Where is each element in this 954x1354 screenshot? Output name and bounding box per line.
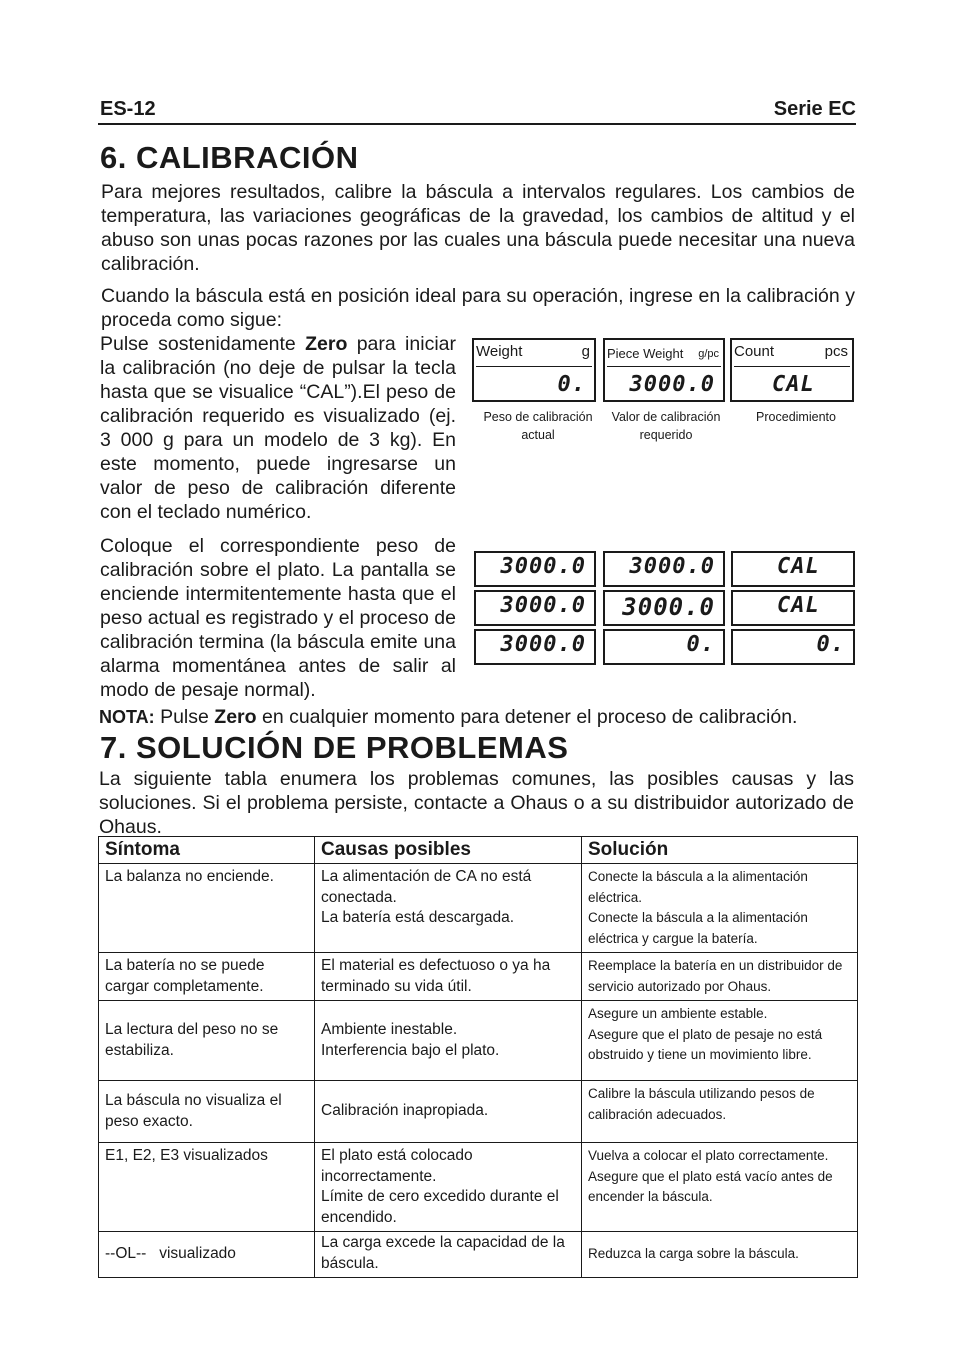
solution-cell: [582, 1232, 858, 1278]
seq-value: CAL: [777, 593, 820, 618]
seq-display-r1-count: [731, 551, 855, 587]
table-row: [99, 1232, 858, 1278]
count-display: [730, 338, 854, 402]
page-number: ES-12: [100, 98, 156, 120]
solution-text: Asegure que el plato está vacío antes de encender la báscula.: [588, 1168, 833, 1204]
table-row: [99, 1001, 858, 1081]
solution-text: Reduzca la carga sobre la báscula.: [588, 1246, 799, 1262]
causes-cell: [315, 1001, 582, 1081]
seq-display-r2-count: [731, 590, 855, 626]
piece-weight-display-unit: g/pc: [698, 348, 719, 360]
solution-text: Vuelva a colocar el plato correctamente.: [588, 1148, 829, 1163]
weight-display: [472, 338, 596, 402]
cause-text: La batería está descargada.: [321, 909, 515, 926]
cause-text: La carga excede la capacidad de la báscula.: [321, 1234, 565, 1272]
weight-display-unit: g: [581, 343, 590, 360]
cause-text: La alimentación de CA no está conectada.: [321, 868, 532, 906]
cause-text: El plato está colocado incorrectamente.: [321, 1147, 473, 1185]
symptom-text: La balanza no enciende.: [105, 868, 274, 885]
cause-text: Límite de cero excedido durante el encendido.: [321, 1188, 559, 1226]
solution-cell: [582, 864, 858, 953]
solution-text: Calibre la báscula utilizando pesos de calibración adecuados.: [588, 1086, 815, 1122]
symptom-text: La batería no se puede cargar completamente.: [105, 957, 265, 995]
header-rule: [98, 123, 856, 125]
seq-display-r3-count: [731, 629, 855, 665]
count-display-value: CAL: [772, 372, 815, 397]
seq-value: 0.: [686, 632, 715, 657]
cause-text: Ambiente inestable.: [321, 1021, 458, 1038]
step1-post: para iniciar la calibración (no deje de pulsar la tecla hasta que se visualice “CAL”).El peso de calibración requerido es visualizado (ej. 3 000 g para un modelo de 3 kg). En este momento, puede ingresarse un valor de peso de calibración diferente con el teclado numérico.: [100, 333, 456, 523]
seq-value: 3000.0: [629, 554, 715, 579]
piece-weight-display: [603, 338, 725, 402]
causes-cell: [315, 953, 582, 1001]
seq-value: 3000.0: [500, 593, 586, 618]
note-zero-key: Zero: [214, 706, 257, 728]
seq-display-r1-piece: [603, 551, 725, 587]
solution-text: Reemplace la batería en un distribuidor de servicio autorizado por Ohaus.: [588, 958, 843, 994]
solution-text: Conecte la báscula a la alimentación eléctrica.: [588, 869, 808, 905]
troubleshooting-table: [98, 836, 858, 1278]
header-solution: Solución: [582, 837, 858, 864]
seq-value: CAL: [777, 554, 820, 579]
seq-value: 0.: [816, 632, 845, 657]
causes-cell: [315, 1081, 582, 1143]
table-header-row: [99, 837, 858, 864]
cause-text: Calibración inapropiada.: [321, 1102, 489, 1120]
section-6-title: 6. CALIBRACIÓN: [100, 140, 359, 175]
symptom-cell: [99, 953, 315, 1001]
table-row: [99, 1143, 858, 1232]
count-display-label: Count: [734, 343, 775, 360]
calibration-note: [99, 705, 859, 729]
calibration-step-2: Coloque el correspondiente peso de calibración sobre el plato. La pantalla se enciende intermitentemente hasta que el peso actual es registrado y el proceso de calibración termina (la báscula emite una alarma momentánea antes de salir al modo de pesaje normal).: [100, 535, 456, 701]
weight-display-label: Weight: [476, 343, 523, 360]
table-row: [99, 864, 858, 953]
solution-text: Asegure un ambiente estable.: [588, 1006, 768, 1021]
note-post: en cualquier momento para detener el proceso de calibración.: [261, 706, 798, 728]
count-display-unit: pcs: [824, 343, 848, 360]
weight-display-value: 0.: [557, 372, 586, 397]
section-6-lead: Cuando la báscula está en posición ideal para su operación, ingrese en la calibración y proceda como sigue:: [101, 285, 855, 331]
solution-cell: [582, 1001, 858, 1081]
note-pre: Pulse: [160, 706, 209, 728]
solution-text: Conecte la báscula a la alimentación eléctrica y cargue la batería.: [588, 910, 808, 946]
cause-text: El material es defectuoso o ya ha terminado su vida útil.: [321, 957, 551, 995]
symptom-cell: [99, 1001, 315, 1081]
solution-cell: [582, 953, 858, 1001]
symptom-text: La lectura del peso no se estabiliza.: [105, 1021, 279, 1059]
table-row: [99, 1081, 858, 1143]
seq-display-r3-piece: [603, 629, 725, 665]
solution-text: Asegure que el plato de pesaje no está obstruido y tiene un movimiento libre.: [588, 1026, 823, 1062]
piece-weight-display-label: Piece Weight: [607, 346, 684, 361]
seq-value: 3000.0: [622, 593, 715, 621]
solution-cell: [582, 1143, 858, 1232]
section-7-intro: La siguiente tabla enumera los problemas comunes, las posibles causas y las soluciones. Si el problema persiste, contacte a Ohaus o a su distribuidor autorizado de Ohaus.: [99, 768, 854, 838]
piece-weight-display-caption: Valor de calibración requerido: [611, 410, 721, 442]
weight-display-caption: Peso de calibración actual: [483, 410, 593, 442]
symptom-cell: [99, 1143, 315, 1232]
step1-pre: Pulse sostenidamente: [100, 333, 296, 355]
cause-text: Interferencia bajo el plato.: [321, 1041, 500, 1059]
seq-display-r2-piece: [603, 590, 725, 626]
header-causes: Causas posibles: [315, 837, 582, 864]
causes-cell: [315, 1232, 582, 1278]
symptom-text: --OL-- visualizado: [105, 1245, 236, 1263]
calibration-step-1: [100, 332, 456, 524]
section-7-title: 7. SOLUCIÓN DE PROBLEMAS: [100, 730, 569, 765]
series-name: Serie EC: [773, 98, 856, 120]
seq-value: 3000.0: [500, 632, 586, 657]
seq-display-r1-weight: [474, 551, 596, 587]
solution-cell: [582, 1081, 858, 1143]
zero-key-label: Zero: [305, 333, 348, 355]
symptom-text: La báscula no visualiza el peso exacto.: [105, 1092, 282, 1130]
symptom-cell: [99, 1081, 315, 1143]
seq-display-r2-weight: [474, 590, 596, 626]
header-symptom: Síntoma: [99, 837, 315, 864]
causes-cell: [315, 1143, 582, 1232]
count-display-caption: Procedimiento: [756, 410, 836, 424]
symptom-text: E1, E2, E3 visualizados: [105, 1147, 268, 1164]
table-row: [99, 953, 858, 1001]
piece-weight-display-value: 3000.0: [629, 372, 715, 397]
section-6-intro: Para mejores resultados, calibre la báscula a intervalos regulares. Los cambios de temperatura, las variaciones geográficas de la gravedad, los cambios de altitud y el abuso son unas pocas razones por las cuales una báscula puede necesitar una nueva calibración.: [101, 181, 855, 275]
seq-display-r3-weight: [474, 629, 596, 665]
symptom-cell: [99, 1232, 315, 1278]
causes-cell: [315, 864, 582, 953]
symptom-cell: [99, 864, 315, 953]
note-label: NOTA:: [99, 707, 155, 727]
seq-value: 3000.0: [500, 554, 586, 579]
